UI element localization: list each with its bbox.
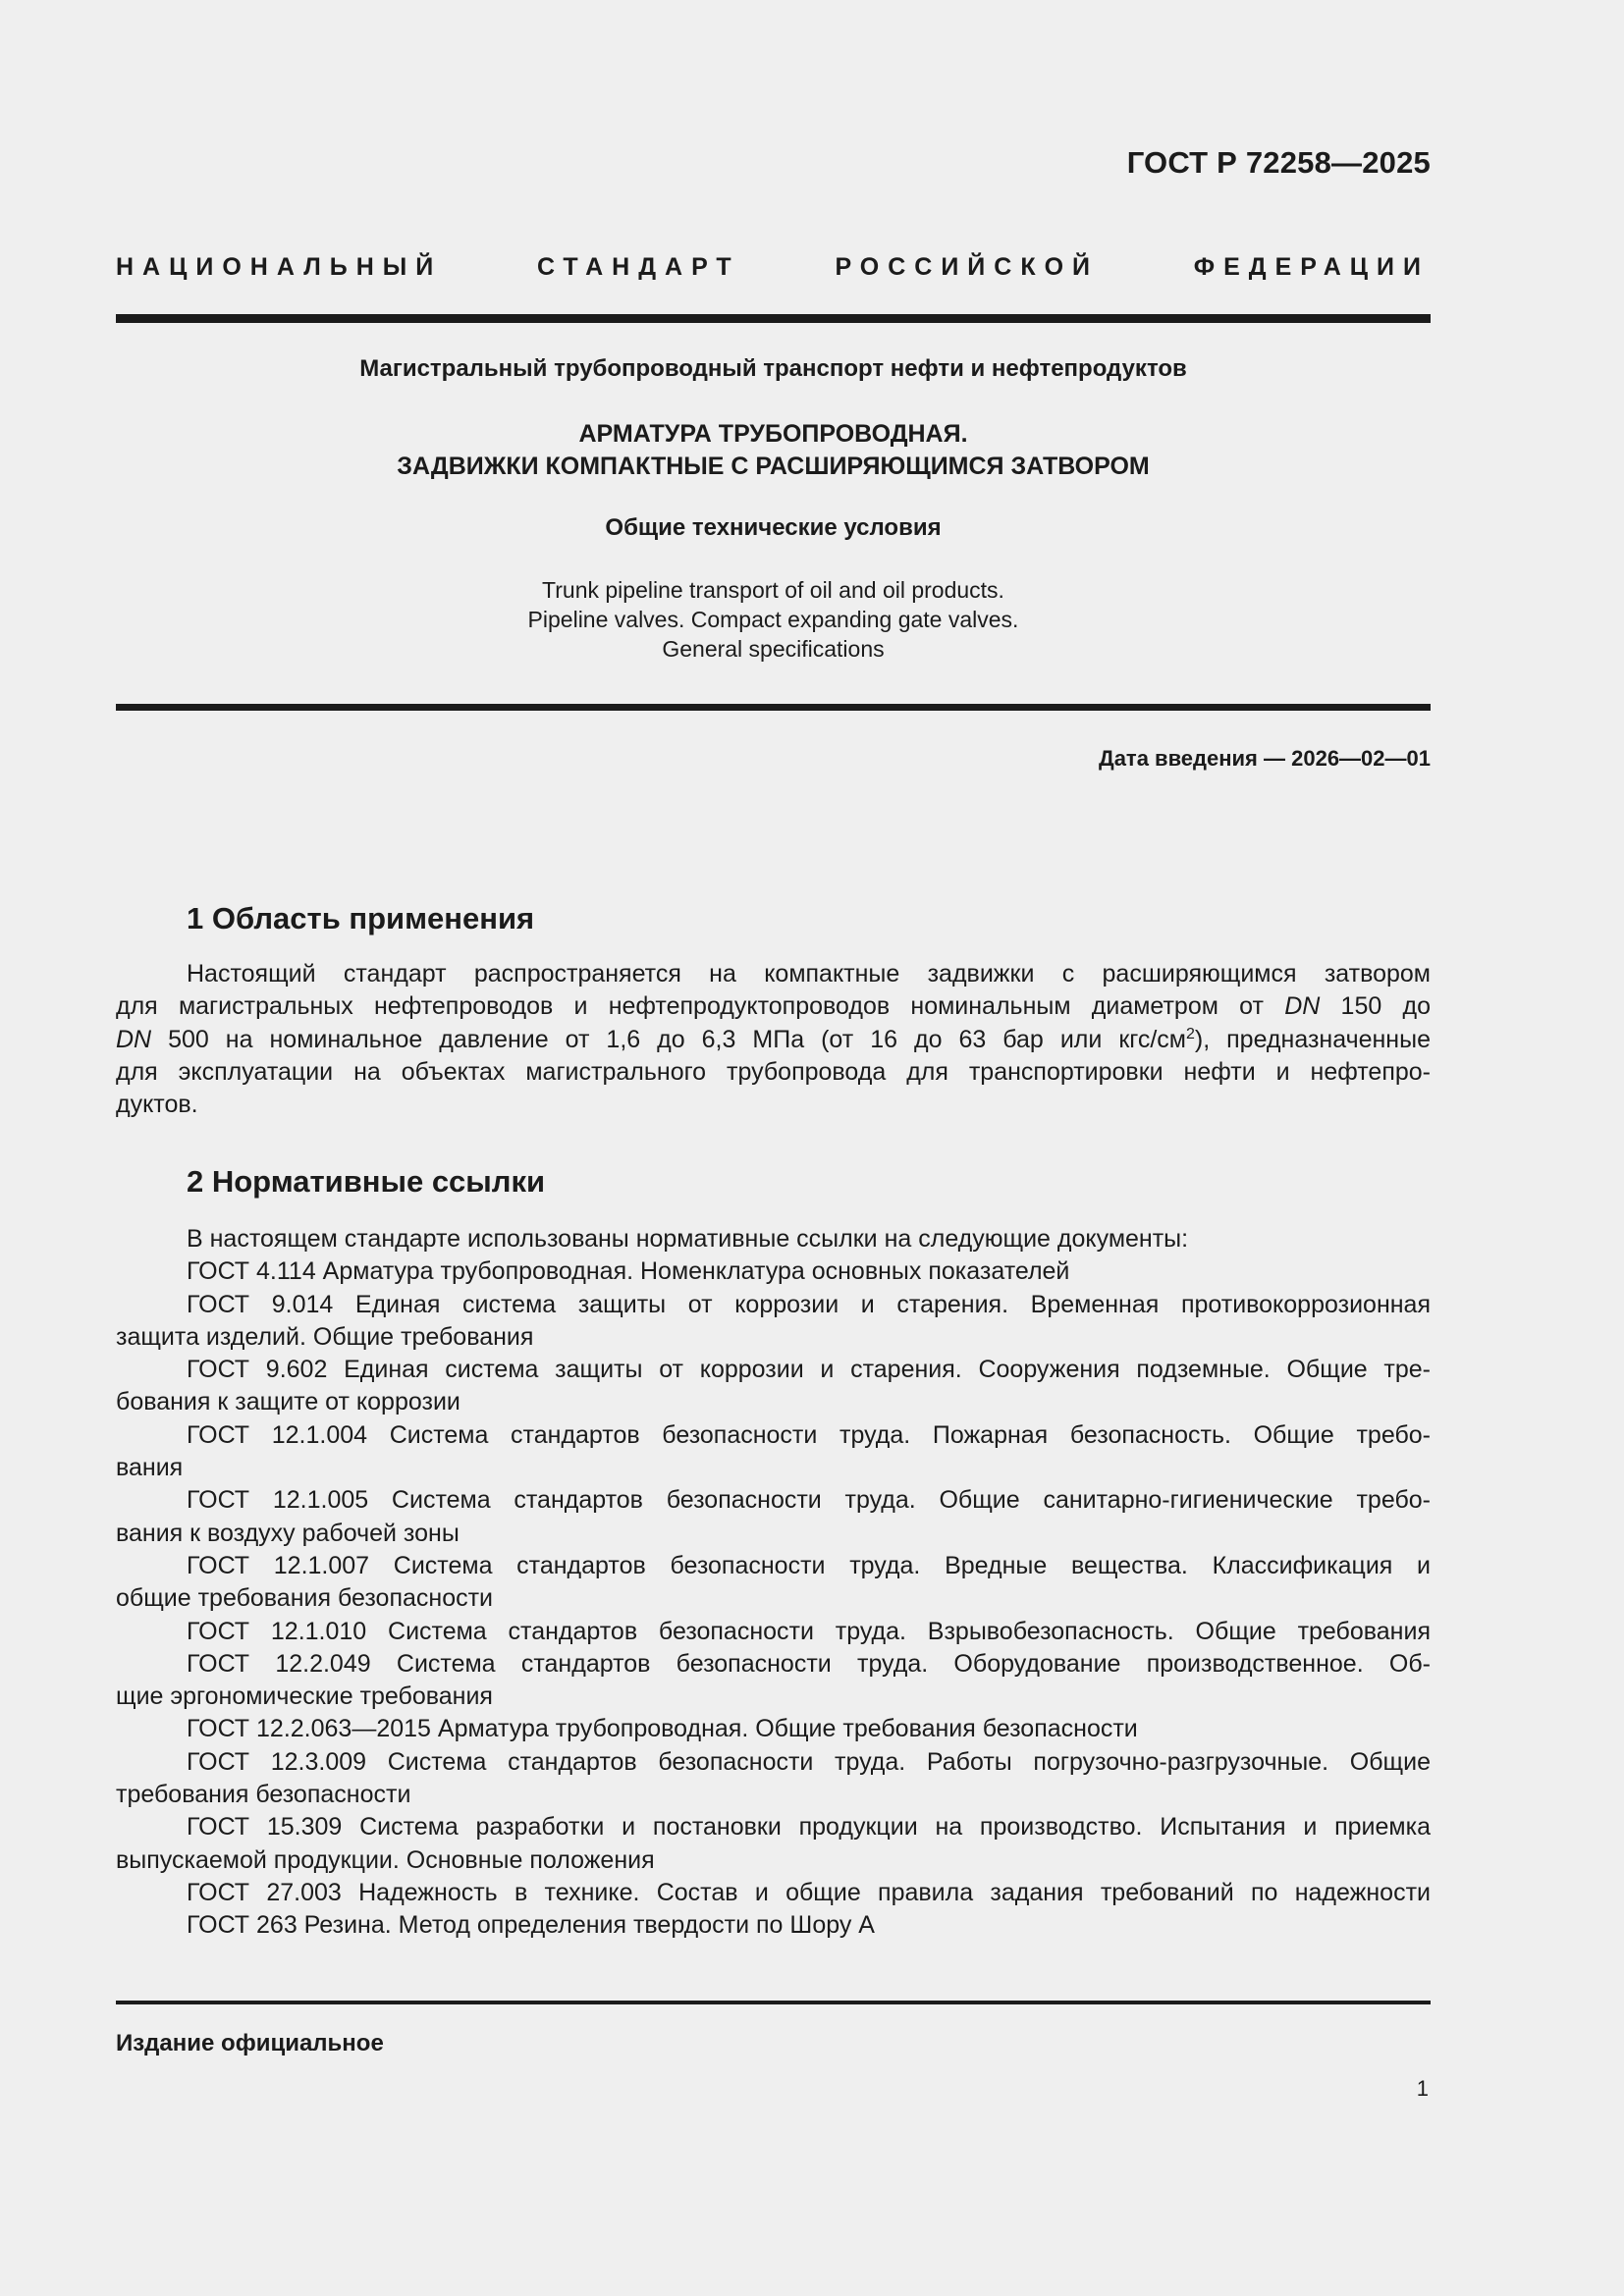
reference-line: требования безопасности bbox=[116, 1781, 411, 1809]
paragraph-line: для магистральных нефтепроводов и нефтепродуктопроводов номинальным диаметром от DN 150 до bbox=[116, 992, 1431, 1021]
national-standard-title: НАЦИОНАЛЬНЫЙ СТАНДАРТ РОССИЙСКОЙ ФЕДЕРАЦИИ bbox=[116, 253, 1430, 281]
reference-line: вания к воздуху рабочей зоны bbox=[116, 1519, 460, 1547]
standard-designation: ГОСТ Р 72258—2025 bbox=[1126, 145, 1431, 180]
reference-line: ГОСТ 263 Резина. Метод определения твердости по Шору А bbox=[187, 1911, 875, 1940]
document-title bbox=[116, 418, 1431, 483]
reference-line: ГОСТ 9.602 Единая система защиты от коррозии и старения. Сооружения подземные. Общие тре- bbox=[187, 1356, 1431, 1384]
dn-symbol: DN bbox=[116, 1025, 152, 1053]
reference-line: ГОСТ 4.114 Арматура трубопроводная. Номенклатура основных показателей bbox=[187, 1257, 1070, 1286]
official-edition-label: Издание официальное bbox=[116, 2030, 384, 2056]
paragraph-line: DN 500 на номинальное давление от 1,6 до 6,3 МПа (от 16 до 63 бар или кгс/$см^2$), предназначенные bbox=[116, 1025, 1431, 1053]
reference-line: ГОСТ 12.2.049 Система стандартов безопасности труда. Оборудование производственное. Об- bbox=[187, 1649, 1431, 1678]
reference-line: ГОСТ 12.3.009 Система стандартов безопасности труда. Работы погрузочно-разгрузочные. Общие bbox=[187, 1747, 1431, 1776]
reference-line: ГОСТ 12.1.005 Система стандартов безопасности труда. Общие санитарно-гигиенические требо- bbox=[187, 1486, 1431, 1515]
english-title-line: General specifications bbox=[662, 636, 885, 662]
title-divider bbox=[116, 704, 1431, 711]
reference-line: общие требования безопасности bbox=[116, 1584, 494, 1613]
references-list bbox=[116, 1223, 1431, 1943]
dn-symbol: DN bbox=[1284, 992, 1321, 1021]
paragraph-line: дуктов. bbox=[116, 1091, 198, 1119]
reference-line: В настоящем стандарте использованы нормативные ссылки на следующие документы: bbox=[187, 1225, 1189, 1253]
reference-line: бования к защите от коррозии bbox=[116, 1388, 460, 1416]
english-title-line: Pipeline valves. Compact expanding gate valves. bbox=[527, 607, 1019, 632]
introduction-date: Дата введения — 2026—02—01 bbox=[1099, 746, 1431, 771]
top-divider bbox=[116, 314, 1431, 323]
paragraph-line: Настоящий стандарт распространяется на компактные задвижки с расширяющимся затвором bbox=[187, 960, 1431, 988]
reference-line: ГОСТ 27.003 Надежность в технике. Состав и общие правила задания требований по надежности bbox=[187, 1878, 1431, 1906]
reference-line: ГОСТ 9.014 Единая система защиты от коррозии и старения. Временная противокоррозионная bbox=[187, 1290, 1431, 1318]
scope-paragraph bbox=[116, 958, 1431, 1121]
paragraph-line: для эксплуатации на объектах магистрального трубопровода для транспортировки нефти и нефтепро- bbox=[116, 1057, 1431, 1086]
document-title-line: ЗАДВИЖКИ КОМПАКТНЫЕ С РАСШИРЯЮЩИМСЯ ЗАТВОРОМ bbox=[397, 453, 1150, 480]
reference-line: выпускаемой продукции. Основные положения bbox=[116, 1845, 655, 1874]
footer-divider bbox=[116, 2001, 1431, 2004]
reference-line: вания bbox=[116, 1454, 184, 1482]
document-subtitle: Общие технические условия bbox=[605, 514, 942, 541]
section-heading: 1 Область применения bbox=[187, 901, 535, 935]
page-number: 1 bbox=[1416, 2076, 1429, 2101]
series-title: Магистральный трубопроводный транспорт нефти и нефтепродуктов bbox=[359, 355, 1187, 382]
reference-line: ГОСТ 12.1.010 Система стандартов безопасности труда. Взрывобезопасность. Общие требования bbox=[187, 1617, 1431, 1645]
reference-line: щие эргономические требования bbox=[116, 1682, 493, 1711]
reference-line: ГОСТ 12.2.063—2015 Арматура трубопроводная. Общие требования безопасности bbox=[187, 1715, 1138, 1743]
reference-line: защита изделий. Общие требования bbox=[116, 1322, 534, 1351]
reference-line: ГОСТ 12.1.004 Система стандартов безопасности труда. Пожарная безопасность. Общие требо- bbox=[187, 1420, 1431, 1449]
document-title-line: АРМАТУРА ТРУБОПРОВОДНАЯ. bbox=[578, 420, 968, 448]
english-title bbox=[116, 575, 1431, 664]
reference-line: ГОСТ 15.309 Система разработки и постановки продукции на производство. Испытания и приемка bbox=[187, 1813, 1431, 1842]
section-heading: 2 Нормативные ссылки bbox=[187, 1164, 546, 1199]
english-title-line: Trunk pipeline transport of oil and oil products. bbox=[542, 577, 1004, 603]
reference-line: ГОСТ 12.1.007 Система стандартов безопасности труда. Вредные вещества. Классификация и bbox=[187, 1551, 1431, 1579]
superscript: 2 bbox=[1185, 1025, 1195, 1042]
